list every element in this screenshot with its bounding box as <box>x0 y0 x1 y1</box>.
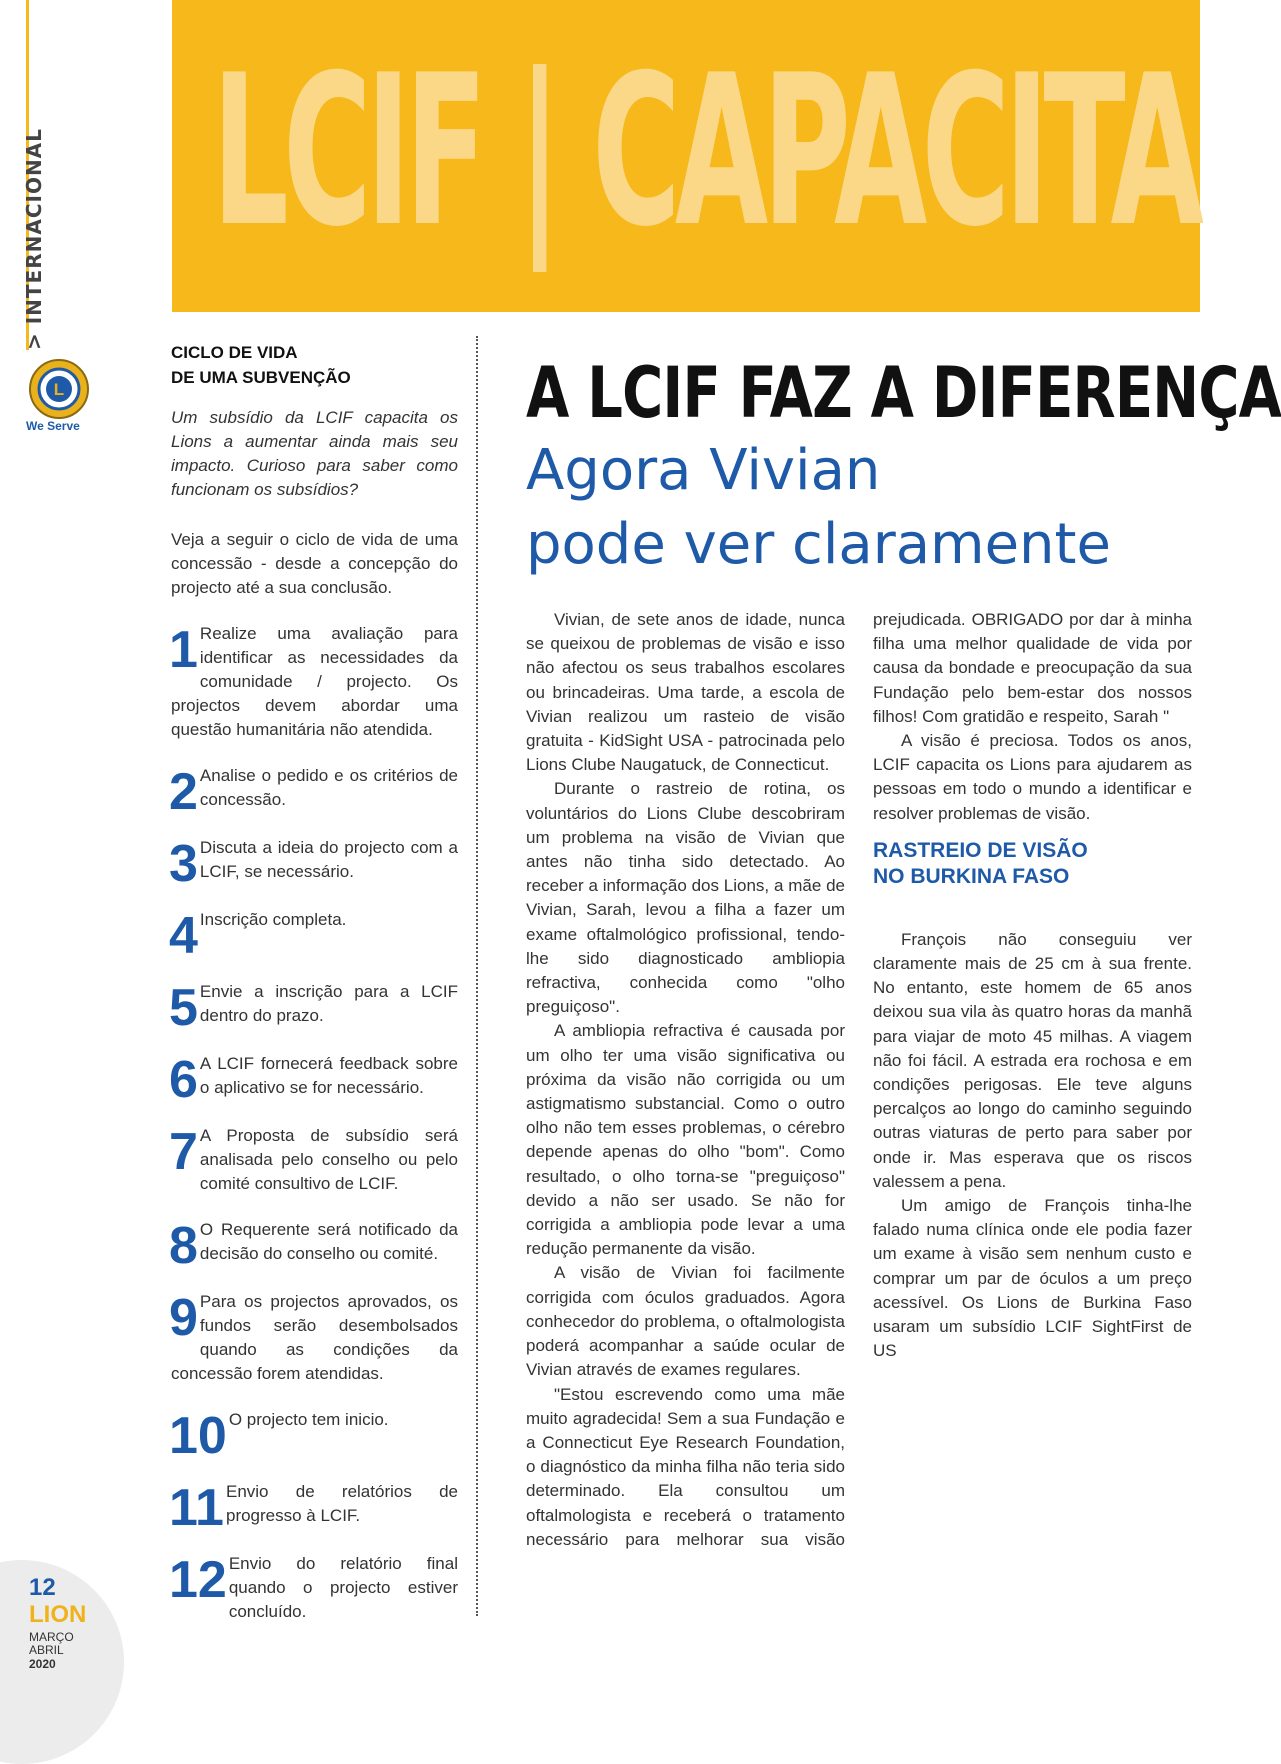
step-item <box>171 1290 458 1386</box>
step-item <box>171 1124 458 1196</box>
article-section-heading <box>873 838 1192 890</box>
lions-logo-icon <box>28 358 90 420</box>
step-number: 8 <box>169 1217 198 1275</box>
article-paragraph: Um amigo de François tinha-lhe falado numa clínica onde ele podia fazer um exame à visão sem nenhum custo e comprar um par de óculos a um preço acessível. Os Lions de Burkina Faso usaram um subsídio LCIF SightFirst de US <box>873 1196 1192 1361</box>
article-paragraph: François não conseguiu ver claramente mais de 25 cm à sua frente. No entanto, este homem de 65 anos deixou sua vila às quatro horas da manhã para viajar de moto 45 milhas. A viagem não foi fácil. A estrada era rochosa e em condições perigosas. Ele teve alguns percalços ao longo do caminho seguindo outras viaturas de perto para saber por onde ir. Mas esperava que os riscos valessem a pena. <box>873 929 1192 1191</box>
section-heading-line1: RASTREIO DE VISÃO <box>873 838 1088 862</box>
issue-year: 2020 <box>29 1657 56 1671</box>
step-text: Discuta a ideia do projecto com a LCIF, se necessário. <box>199 838 458 881</box>
step-item <box>171 1552 458 1624</box>
hero-banner <box>172 0 1200 312</box>
column-divider <box>476 336 478 1616</box>
step-number: 7 <box>169 1123 198 1181</box>
article-subhead-line1: Agora Vivian <box>526 438 881 503</box>
step-text: Inscrição completa. <box>199 910 347 929</box>
step-number: 9 <box>169 1289 198 1347</box>
step-number: 11 <box>169 1479 224 1537</box>
step-text: Envie a inscrição para a LCIF dentro do prazo. <box>199 982 458 1025</box>
step-text: Envio do relatório final quando o projecto estiver concluído. <box>228 1554 458 1621</box>
svg-text:L: L <box>53 380 65 399</box>
step-item <box>169 907 458 965</box>
step-number: 2 <box>169 763 198 821</box>
page-corner-circle <box>0 1560 124 1764</box>
step-number: 4 <box>169 907 198 965</box>
article-paragraph: A ambliopia refractiva é causada por um olho ter uma visão significativa ou próxima da visão não corrigida ou um astigmatismo substancial. Como o outro olho não tem esses problemas, o cérebro depende apenas do olho "bom". Como resultado, o olho torna-se "preguiçoso" devido a não ser usado. Se não for corrigida a ambliopia pode levar a uma redução permanente da visão. <box>526 1021 845 1259</box>
sidebar-title-line2: DE UMA SUBVENÇÃO <box>171 368 351 387</box>
step-text: Envio de relatórios de progresso à LCIF. <box>225 1482 458 1525</box>
magazine-name: LION <box>29 1601 87 1628</box>
grant-lifecycle-sidebar <box>171 340 458 1624</box>
section-label: > INTERNACIONAL <box>22 128 46 350</box>
step-item <box>169 979 458 1037</box>
article-body <box>526 608 1192 1568</box>
step-item <box>169 1217 458 1275</box>
sidebar-intro-2: Veja a seguir o ciclo de vida de uma concessão - desde a concepção do projecto até a sua conclusão. <box>171 530 458 597</box>
issue-month-2: ABRIL <box>29 1643 64 1657</box>
step-number: 12 <box>169 1551 227 1609</box>
article-paragraph: Durante o rastreio de rotina, os voluntários do Lions Clube descobriram um problema na visão de Vivian que antes não tinha sido detectado. Ao receber a informação dos Lions, a mãe de Vivian, Sarah, levou a filha a fazer um exame oftalmológico profissional, tendo-lhe sido diagnosticado ambliopia refractiva, conhecida como "olho preguiçoso". <box>526 779 845 1017</box>
step-number: 10 <box>169 1407 227 1465</box>
article-subhead-line2: pode ver claramente <box>526 512 1111 577</box>
step-number: 3 <box>169 835 198 893</box>
section-heading-line2: NO BURKINA FASO <box>873 864 1070 888</box>
step-item <box>169 1479 458 1537</box>
step-text: A LCIF fornecerá feedback sobre o aplicativo se for necessário. <box>199 1054 458 1097</box>
step-text: Para os projectos aprovados, os fundos serão desembolsados quando as condições da concessão forem atendidas. <box>171 1292 458 1383</box>
hero-title: LCIF | CAPACITA <box>212 31 1199 273</box>
sidebar-title <box>171 340 458 390</box>
step-text: Analise o pedido e os critérios de concessão. <box>199 766 458 809</box>
step-number: 5 <box>169 979 198 1037</box>
article-paragraph: "Estou escrevendo como uma mãe muito agradecida! Sem a sua Fundação e a Connecticut Eye Research Foundation, o diagnóstico da minha filha não teria sido determinado. Ela consultou um oftalmologista e receberá o tratamento necessário para melhorar sua visão prejudicada. OBRIGADO por dar à minha filha uma melhor qualidade de vida por causa da bondade e preocupação da sua Fundação pelo bem-estar dos nossos filhos! Com gratidão e respeito, Sarah " <box>526 610 1192 1549</box>
step-text: Realize uma avaliação para identificar as necessidades da comunidade / projecto. Os projectos devem abordar uma questão humanitária não atendida. <box>171 624 458 739</box>
step-item <box>169 763 458 821</box>
step-text: A Proposta de subsídio será analisada pelo conselho ou pelo comité consultivo de LCIF. <box>199 1126 458 1193</box>
step-number: 1 <box>169 621 198 679</box>
logo-caption: We Serve <box>26 419 80 433</box>
issue-month-1: MARÇO <box>29 1630 74 1644</box>
step-text: O projecto tem inicio. <box>228 1410 389 1429</box>
sidebar-title-line1: CICLO DE VIDA <box>171 343 298 362</box>
step-number: 6 <box>169 1051 198 1109</box>
step-item <box>169 1051 458 1109</box>
issue-months <box>29 1631 74 1657</box>
page-number: 12 <box>29 1574 56 1601</box>
step-item <box>169 1407 458 1465</box>
article-paragraph: A visão de Vivian foi facilmente corrigida com óculos graduados. Agora conhecedor do problema, o oftalmologista poderá acompanhar a saúde ocular de Vivian através de exames regulares. <box>526 1263 845 1380</box>
step-item <box>171 622 458 742</box>
sidebar-intro: Um subsídio da LCIF capacita os Lions a aumentar ainda mais seu impacto. Curioso para saber como funcionam os subsídios? <box>171 408 458 499</box>
article-paragraph: Vivian, de sete anos de idade, nunca se queixou de problemas de visão e isso não afectou os seus trabalhos escolares ou brincadeiras. Uma tarde, a escola de Vivian realizou um rasteio de visão gratuita - KidSight USA - patrocinada pelo Lions Clube Naugatuck, de Connecticut. <box>526 610 845 775</box>
article-headline: A LCIF FAZ A DIFERENÇA <box>526 352 1281 434</box>
step-text: O Requerente será notificado da decisão do conselho ou comité. <box>199 1220 458 1263</box>
step-item <box>169 835 458 893</box>
article-paragraph: A visão é preciosa. Todos os anos, LCIF capacita os Lions para ajudarem as pessoas em todo o mundo a identificar e resolver problemas de visão. <box>873 731 1192 823</box>
article-subhead <box>526 434 1166 582</box>
